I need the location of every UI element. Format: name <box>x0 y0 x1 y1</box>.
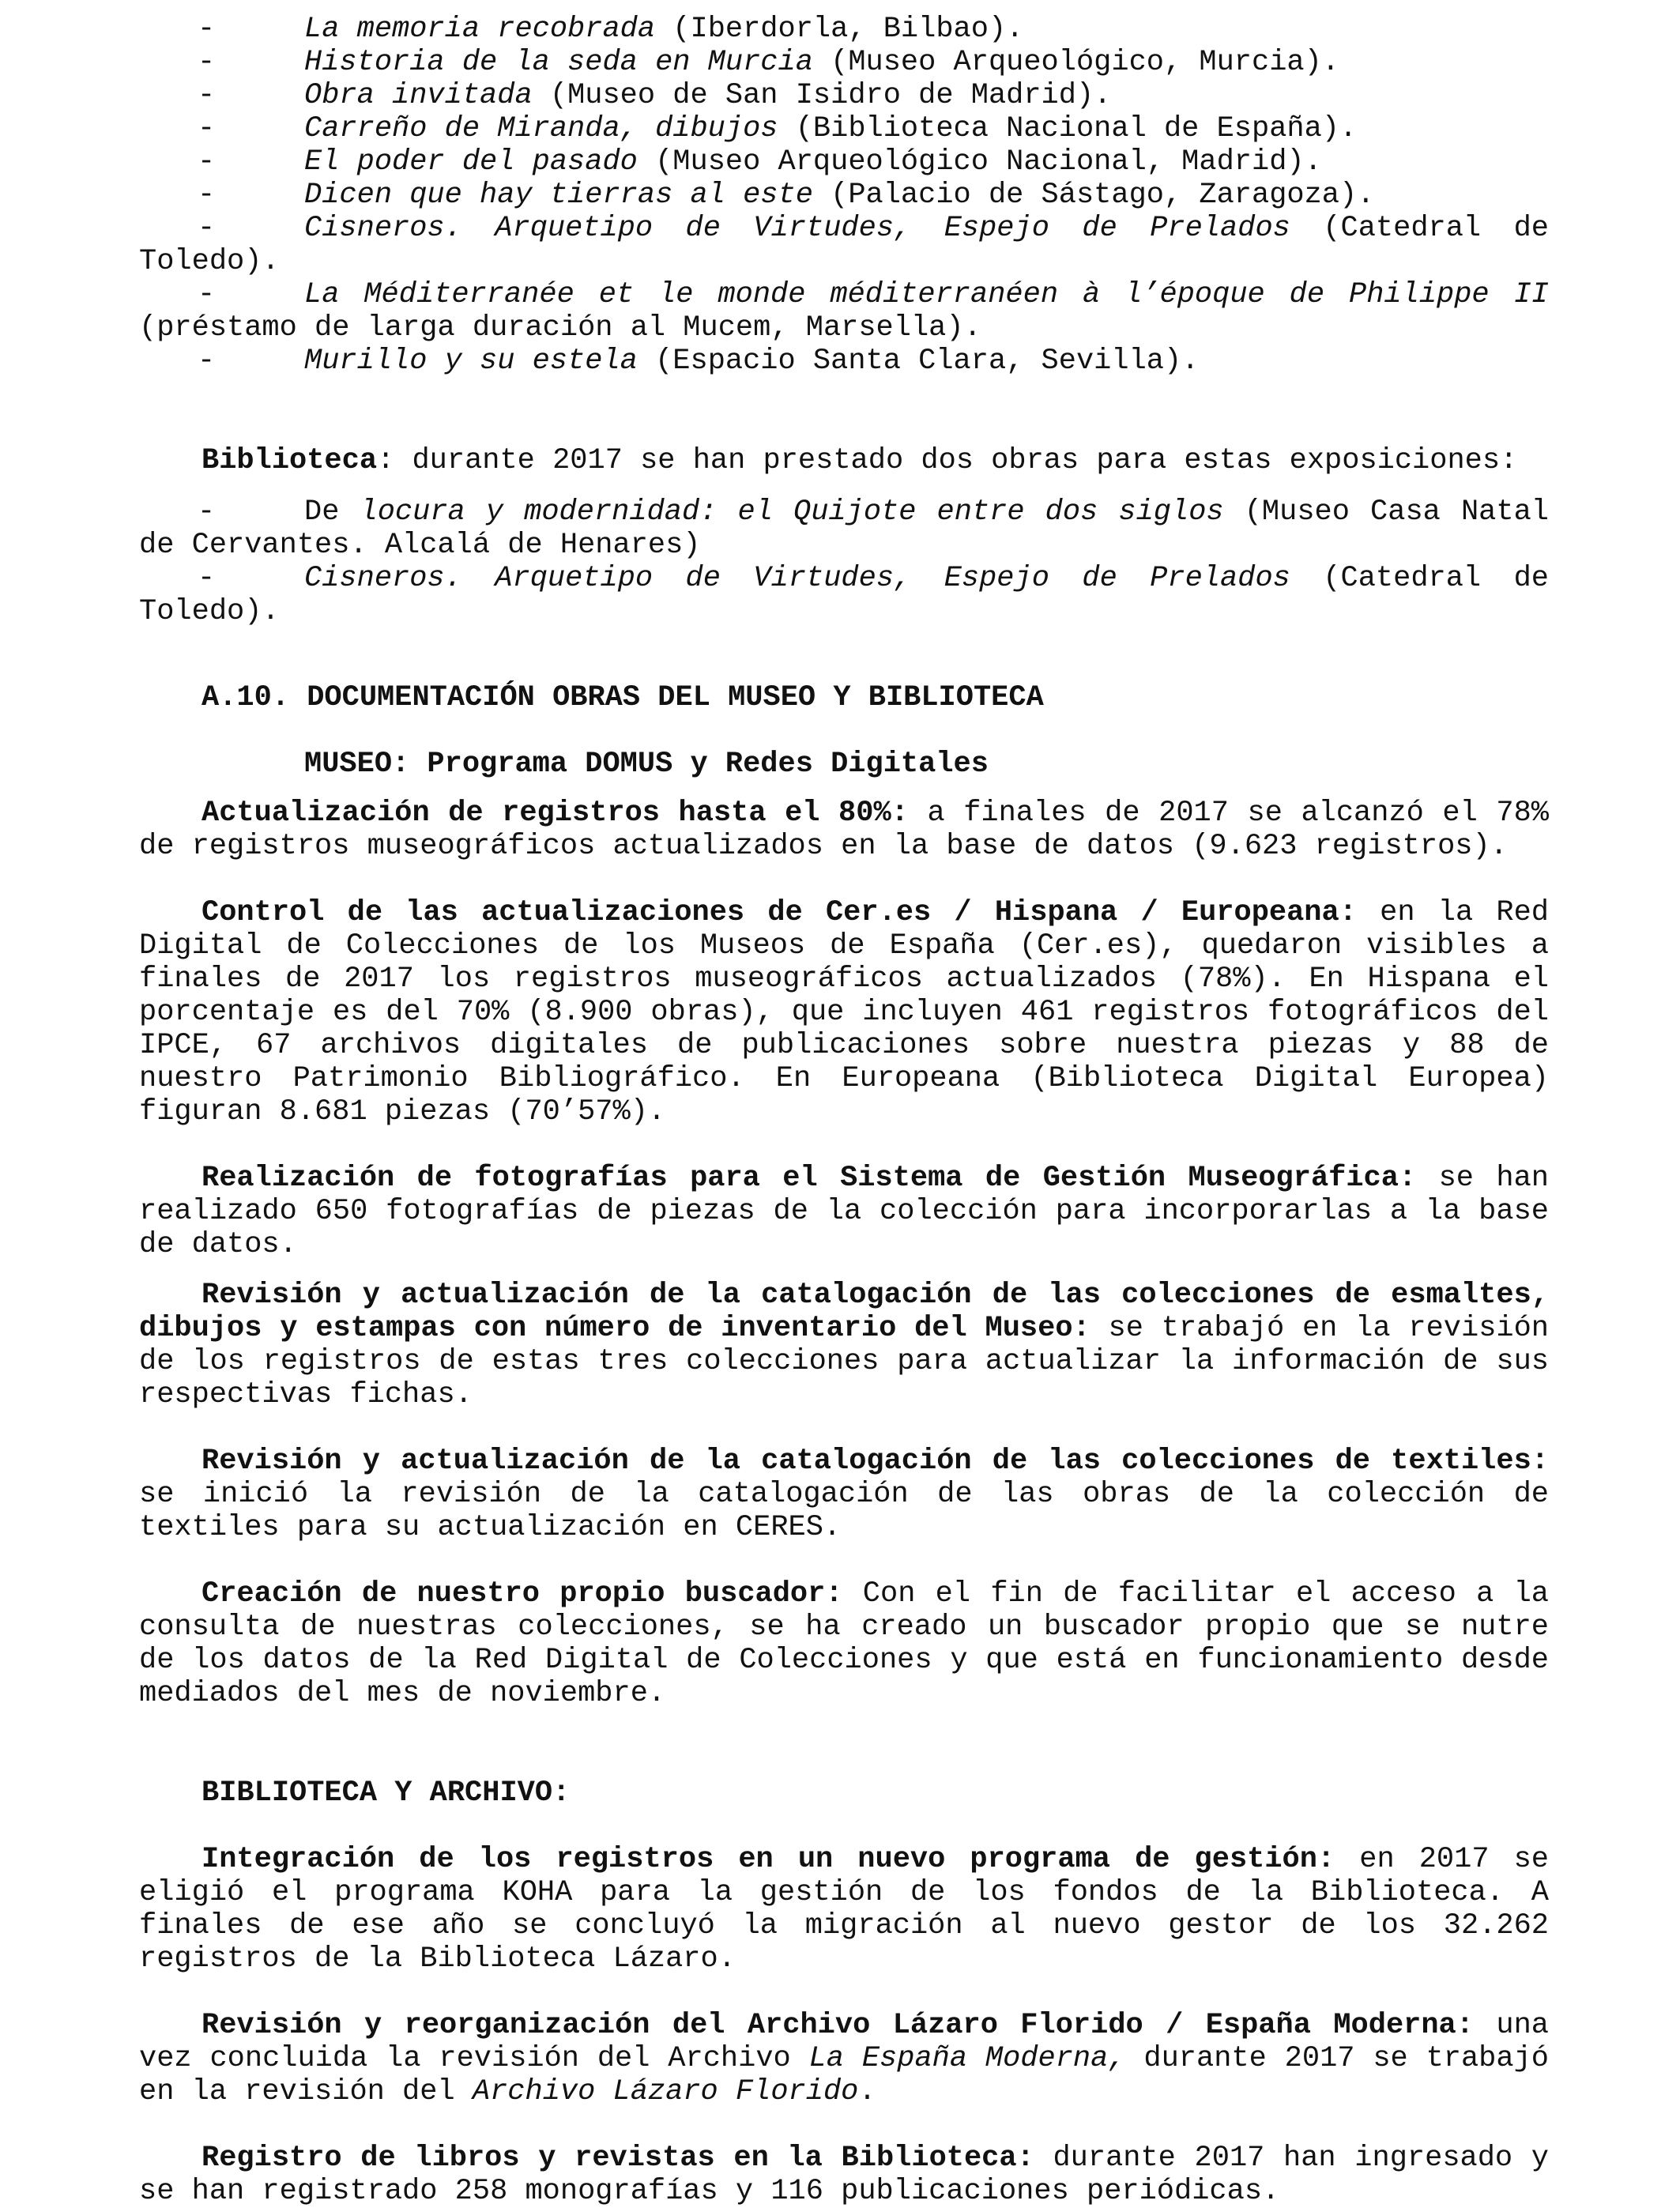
list-item: - Obra invitada (Museo de San Isidro de Madrid). <box>198 79 1112 112</box>
document-page <box>139 13 1549 2208</box>
list-item: - De locura y modernidad: el Quijote entre dos siglos (Museo Casa Natal de Cervantes. Alcalá de Henares) <box>139 495 1549 562</box>
section-heading: A.10. DOCUMENTACIÓN OBRAS DEL MUSEO Y BIBLIOTECA <box>202 681 1044 714</box>
paragraph-records-update: Actualización de registros hasta el 80%: a finales de 2017 se alcanzó el 78% de registros museográficos actualizados en la base de datos (9.623 registros). <box>139 797 1549 863</box>
paragraph-enamels-drawings: Revisión y actualización de la catalogación de las colecciones de esmaltes, dibujos y estampas con número de inventario del Museo: se trabajó en la revisión de los registros de estas tres colecciones para actualizar la información de sus respectivas fichas. <box>139 1279 1550 1411</box>
list-item: - El poder del pasado (Museo Arqueológico Nacional, Madrid). <box>198 145 1322 179</box>
paragraph-photographs: Realización de fotografías para el Sistema de Gestión Museográfica: se han realizado 650 fotografías de piezas de la colección para incorporarlas a la base de datos. <box>139 1162 1549 1261</box>
list-item: - Murillo y su estela (Espacio Santa Clara, Sevilla). <box>198 345 1200 378</box>
list-item: - La memoria recobrada (Iberdorla, Bilbao). <box>198 13 1024 46</box>
list-item: - Carreño de Miranda, dibujos (Biblioteca Nacional de España). <box>198 112 1358 145</box>
list-item: - Historia de la seda en Murcia (Museo Arqueológico, Murcia). <box>198 46 1340 79</box>
library-archive-heading: BIBLIOTECA Y ARCHIVO: <box>202 1777 571 1810</box>
paragraph-koha: Integración de los registros en un nuevo programa de gestión: en 2017 se eligió el programa KOHA para la gestión de los fondos de la Biblioteca. A finales de ese año se concluyó la migración al nuevo gestor de los 32.262 registros de la Biblioteca Lázaro. <box>139 1843 1549 1976</box>
paragraph-archive: Revisión y reorganización del Archivo Lázaro Florido / España Moderna: una vez concluida la revisión del Archivo La España Moderna, durante 2017 se trabajó en la revisión del Archivo Lázaro Florido. <box>139 2009 1549 2108</box>
list-item: - Cisneros. Arquetipo de Virtudes, Espejo de Prelados (Catedral de Toledo). <box>139 212 1549 278</box>
paragraph-books-journals: Registro de libros y revistas en la Biblioteca: durante 2017 han ingresado y se han registrado 258 monografías y 116 publicaciones periódicas. <box>139 2142 1549 2208</box>
list-item: - Dicen que hay tierras al este (Palacio de Sástago, Zaragoza). <box>198 179 1375 212</box>
museum-loans-list <box>139 13 1549 378</box>
library-loans-intro: Biblioteca: durante 2017 se han prestado dos obras para estas exposiciones: <box>202 444 1518 477</box>
museum-subheading: MUSEO: Programa DOMUS y Redes Digitales <box>304 748 989 781</box>
paragraph-cer-hispana-europeana: Control de las actualizaciones de Cer.es / Hispana / Europeana: en la Red Digital de Colecciones de los Museos de España (Cer.es), quedaron visibles a finales de 2017 los registros museográficos actualizados (78%). En Hispana el porcentaje es del 70% (8.900 obras), que incluyen 461 registros fotográficos del IPCE, 67 archivos digitales de publicaciones sobre nuestra piezas y 88 de nuestro Patrimonio Bibliográfico. En Europeana (Biblioteca Digital Europea) figuran 8.681 piezas (70’57%). <box>139 896 1549 1128</box>
paragraph-search-engine: Creación de nuestro propio buscador: Con el fin de facilitar el acceso a la consulta de nuestras colecciones, se ha creado un buscador propio que se nutre de los datos de la Red Digital de Colecciones y que está en funcionamiento desde mediados del mes de noviembre. <box>139 1577 1549 1710</box>
list-item: - Cisneros. Arquetipo de Virtudes, Espejo de Prelados (Catedral de Toledo). <box>139 562 1549 628</box>
library-loans-list <box>139 495 1549 628</box>
paragraph-textiles: Revisión y actualización de la catalogación de las colecciones de textiles: se inició la revisión de la catalogación de las obras de la colección de textiles para su actualización en CERES. <box>139 1445 1549 1544</box>
list-item: - La Méditerranée et le monde méditerranéen à l’époque de Philippe II (préstamo de larga duración al Mucem, Marsella). <box>139 278 1549 345</box>
